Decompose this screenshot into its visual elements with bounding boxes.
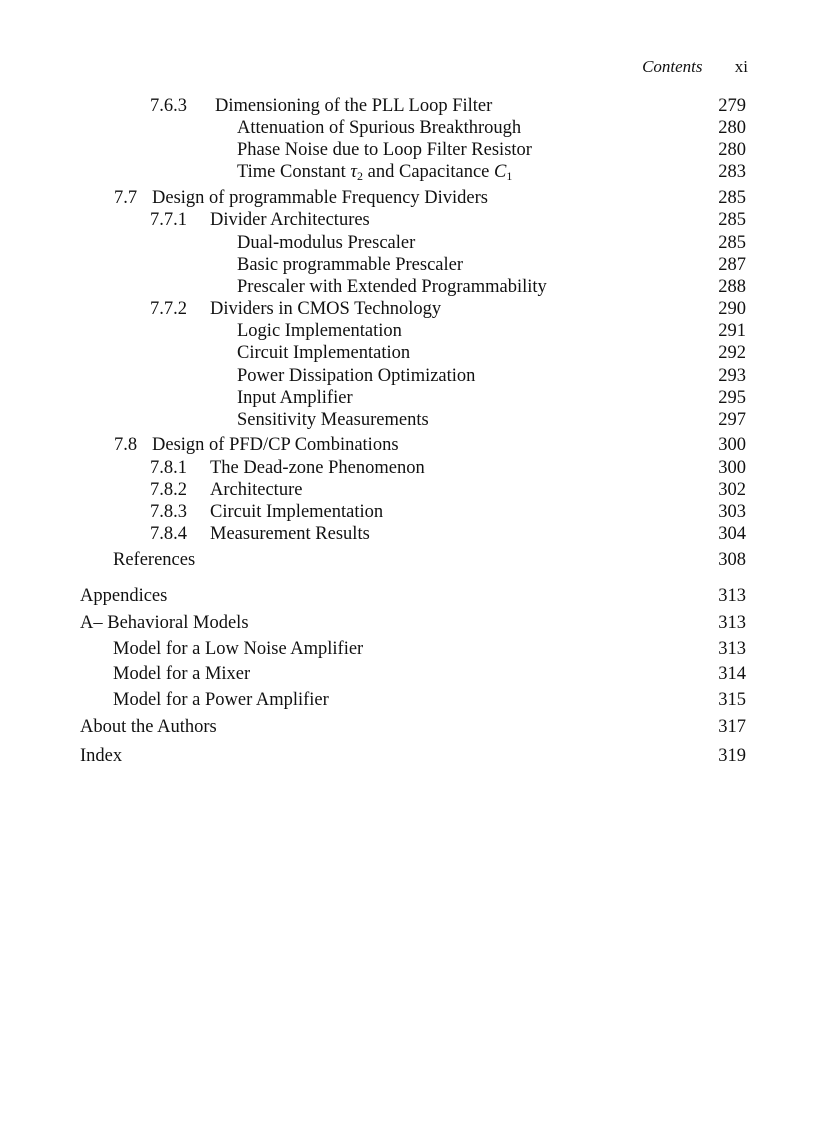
toc-entry-page: 308 [718, 550, 746, 570]
capacitance-subscript: 1 [506, 169, 513, 183]
toc-entry-7-7-2 [0, 298, 816, 320]
toc-entry-title: Dual-modulus Prescaler [237, 233, 416, 253]
toc-entry-page: 302 [718, 480, 746, 500]
toc-entry-dual-modulus [0, 232, 816, 254]
toc-entry-circuit-impl [0, 342, 816, 364]
toc-entry-page: 304 [718, 524, 746, 544]
toc-entry-title: Dividers in CMOS Technology [210, 299, 442, 319]
toc-entry-title: The Dead-zone Phenomenon [210, 458, 425, 478]
toc-entry-page: 285 [718, 210, 746, 230]
toc-entry-title: Sensitivity Measurements [237, 410, 429, 430]
toc-entry-page: 279 [718, 96, 746, 116]
toc-entry-page: 285 [718, 188, 746, 208]
toc-entry-7-8-2 [0, 479, 816, 501]
toc-entry-page: 280 [718, 118, 746, 138]
toc-entry-7-8-1 [0, 457, 816, 479]
toc-entry-page: 297 [718, 410, 746, 430]
toc-entry-basic-prescaler [0, 254, 816, 276]
toc-entry-7-7 [0, 187, 816, 209]
toc-entry-title: Appendices [80, 586, 168, 606]
toc-entry-input-amp [0, 387, 816, 409]
toc-entry-number: 7.8.2 [150, 480, 187, 500]
toc-entry-title: Design of programmable Frequency Dividers [152, 188, 488, 208]
toc-entry-logic-impl [0, 320, 816, 342]
toc-entry-title: Architecture [210, 480, 303, 500]
toc-entry-page: 317 [718, 717, 746, 737]
toc-entry-title: Dimensioning of the PLL Loop Filter [215, 96, 493, 116]
toc-entry-title: Model for a Mixer [113, 664, 251, 684]
toc-entry-title: Divider Architectures [210, 210, 370, 230]
toc-entry-page: 303 [718, 502, 746, 522]
toc-entry-number: 7.6.3 [150, 96, 187, 116]
toc-entry-title: Model for a Low Noise Amplifier [113, 639, 364, 659]
toc-entry-title: Circuit Implementation [210, 502, 384, 522]
toc-entry-number: 7.7.2 [150, 299, 187, 319]
running-title: Contents [642, 57, 703, 76]
toc-entry-title: Input Amplifier [237, 388, 353, 408]
toc-entry-page: 293 [718, 366, 746, 386]
toc-entry-model-pa [0, 689, 816, 711]
toc-entry-page: 300 [718, 458, 746, 478]
toc-entry-7-6-3 [0, 95, 816, 117]
toc-entry-title: Measurement Results [210, 524, 370, 544]
toc-entry-page: 288 [718, 277, 746, 297]
toc-entry-title: A– Behavioral Models [80, 613, 249, 633]
toc-entry-number: 7.8.4 [150, 524, 187, 544]
toc-entry-about-authors [0, 716, 816, 738]
toc-entry-page: 313 [718, 613, 746, 633]
toc-entry-7-8-3 [0, 501, 816, 523]
toc-entry-7-8 [0, 434, 816, 456]
toc-entry-page: 290 [718, 299, 746, 319]
toc-entry-page: 291 [718, 321, 746, 341]
toc-entry-page: 292 [718, 343, 746, 363]
toc-entry-model-lna [0, 638, 816, 660]
toc-entry-page: 300 [718, 435, 746, 455]
toc-entry-page: 314 [718, 664, 746, 684]
toc-entry-page: 280 [718, 140, 746, 160]
toc-entry-model-mixer [0, 663, 816, 685]
toc-entry-title [237, 161, 512, 183]
toc-entry-page: 295 [718, 388, 746, 408]
tau-subscript: 2 [357, 169, 364, 183]
toc-entry-phase-noise [0, 139, 816, 161]
toc-entry-page: 283 [718, 162, 746, 182]
toc-entry-title: Design of PFD/CP Combinations [152, 435, 399, 455]
toc-entry-references [0, 549, 816, 571]
toc-entry-number: 7.8 [114, 435, 138, 455]
toc-entry-page: 315 [718, 690, 746, 710]
toc-entry-appendix-a [0, 612, 816, 634]
toc-entry-number: 7.7.1 [150, 210, 187, 230]
toc-entry-time-constant [0, 161, 816, 183]
toc-entry-number: 7.8.3 [150, 502, 187, 522]
toc-entry-7-8-4 [0, 523, 816, 545]
toc-entry-number: 7.8.1 [150, 458, 187, 478]
capacitance-letter: C [494, 162, 507, 182]
toc-entry-page: 319 [718, 746, 746, 766]
toc-entry-title: Model for a Power Amplifier [113, 690, 329, 710]
toc-entry-title: Prescaler with Extended Programmability [237, 277, 547, 297]
toc-entry-title: About the Authors [80, 717, 217, 737]
tau-letter: τ [350, 162, 358, 182]
toc-entry-title: Logic Implementation [237, 321, 402, 341]
toc-entry-index [0, 745, 816, 767]
toc-entry-page: 285 [718, 233, 746, 253]
time-constant-middle: and Capacitance [363, 162, 495, 182]
toc-entry-page: 287 [718, 255, 746, 275]
toc-entry-page: 313 [718, 639, 746, 659]
capacitance-symbol [494, 162, 512, 182]
toc-entry-power-opt [0, 365, 816, 387]
toc-entry-title: Basic programmable Prescaler [237, 255, 464, 275]
toc-entry-title: Phase Noise due to Loop Filter Resistor [237, 140, 532, 160]
toc-entry-page: 313 [718, 586, 746, 606]
toc-entry-extended-prescaler [0, 276, 816, 298]
toc-entry-7-7-1 [0, 209, 816, 231]
toc-entry-title: Index [80, 746, 123, 766]
tau-symbol [350, 162, 363, 182]
toc-entry-title: Power Dissipation Optimization [237, 366, 476, 386]
toc-entry-sensitivity [0, 409, 816, 431]
toc-entry-title: Attenuation of Spurious Breakthrough [237, 118, 522, 138]
toc-entry-title: References [113, 550, 196, 570]
toc-entry-appendices [0, 585, 816, 607]
time-constant-prefix: Time Constant [237, 162, 351, 182]
header-page-number: xi [734, 57, 748, 76]
toc-entry-number: 7.7 [114, 188, 138, 208]
toc-entry-title: Circuit Implementation [237, 343, 411, 363]
toc-entry-attenuation [0, 117, 816, 139]
